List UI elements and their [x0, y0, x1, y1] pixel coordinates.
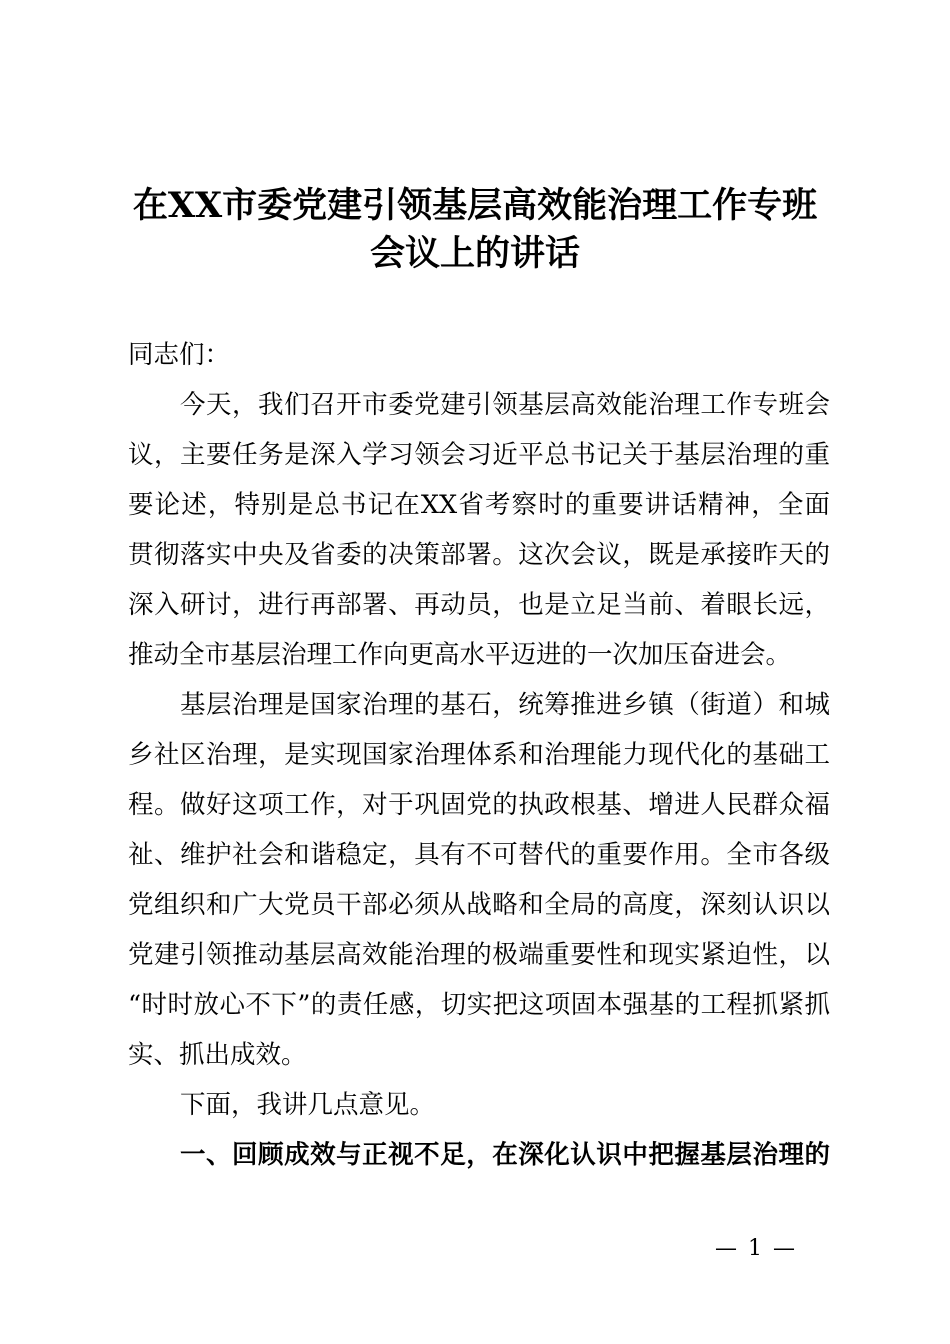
text-line: 乡社区治理，是实现国家治理体系和治理能力现代化的基础工: [128, 740, 830, 770]
text-line: 一、回顾成效与正视不足，在深化认识中把握基层治理的: [180, 1140, 830, 1170]
title-line-1: 在XX市委党建引领基层高效能治理工作专班: [132, 185, 818, 226]
text-line: 下面，我讲几点意见。: [180, 1090, 436, 1120]
text-line: 程。做好这项工作，对于巩固党的执政根基、增进人民群众福: [128, 790, 830, 820]
text-line: 要论述，特别是总书记在XX省考察时的重要讲话精神，全面: [128, 490, 830, 520]
text-line: 推动全市基层治理工作向更高水平迈进的一次加压奋进会。: [128, 640, 792, 670]
text-line: 深入研讨，进行再部署、再动员，也是立足当前、着眼长远，: [128, 590, 830, 620]
paragraph: [128, 1080, 830, 1130]
paragraph: [128, 380, 830, 680]
text-line: 今天，我们召开市委党建引领基层高效能治理工作专班会: [180, 390, 830, 420]
section-heading: [128, 1130, 830, 1180]
page-number: — 1 —: [715, 1236, 797, 1261]
text-line: “时时放心不下”的责任感，切实把这项固本强基的工程抓紧抓: [128, 990, 830, 1020]
text-line: 党建引领推动基层高效能治理的极端重要性和现实紧迫性，以: [128, 940, 830, 970]
text-line: 贯彻落实中央及省委的决策部署。这次会议，既是承接昨天的: [128, 540, 830, 570]
document-title: [100, 182, 850, 278]
text-line: 议，主要任务是深入学习领会习近平总书记关于基层治理的重: [128, 440, 830, 470]
salutation: 同志们：: [128, 340, 231, 370]
paragraph: [128, 680, 830, 1080]
text-line: 基层治理是国家治理的基石，统筹推进乡镇（街道）和城: [180, 690, 830, 720]
title-line-2: 会议上的讲话: [369, 233, 580, 274]
text-line: 党组织和广大党员干部必须从战略和全局的高度，深刻认识以: [128, 890, 830, 920]
text-line: 实、抓出成效。: [128, 1040, 307, 1070]
document-body: [128, 330, 830, 1180]
text-line: 祉、维护社会和谐稳定，具有不可替代的重要作用。全市各级: [128, 840, 830, 870]
